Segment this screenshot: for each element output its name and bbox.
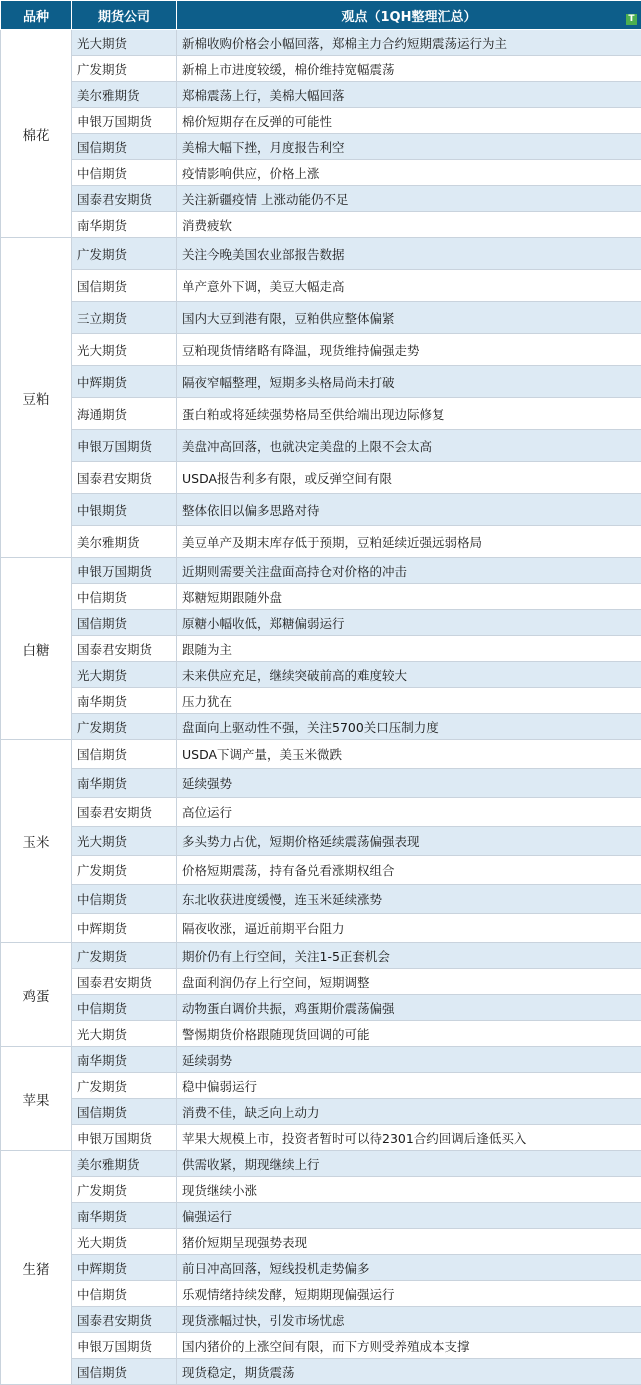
view-cell: 现货稳定，期货震荡 bbox=[177, 1359, 641, 1385]
table-row bbox=[1, 30, 641, 56]
view-cell: 关注今晚美国农业部报告数据 bbox=[177, 238, 641, 270]
company-cell: 国信期货 bbox=[72, 1359, 177, 1385]
table-row bbox=[1, 1125, 641, 1151]
table-row bbox=[1, 82, 641, 108]
view-cell: 新棉上市进度较缓，棉价维持宽幅震荡 bbox=[177, 56, 641, 82]
view-cell: 现货继续小涨 bbox=[177, 1177, 641, 1203]
view-cell: 苹果大规模上市，投资者暂时可以待2301合约回调后逢低买入 bbox=[177, 1125, 641, 1151]
filter-icon[interactable]: T bbox=[626, 14, 637, 25]
view-cell: 猪价短期呈现强势表现 bbox=[177, 1229, 641, 1255]
view-cell: 近期则需要关注盘面高持仓对价格的冲击 bbox=[177, 558, 641, 584]
table-row bbox=[1, 688, 641, 714]
table-row bbox=[1, 714, 641, 740]
table-row bbox=[1, 430, 641, 462]
view-cell: 偏强运行 bbox=[177, 1203, 641, 1229]
company-cell: 国泰君安期货 bbox=[72, 798, 177, 827]
view-cell: 美盘冲高回落，也就决定美盘的上限不会太高 bbox=[177, 430, 641, 462]
view-cell: 豆粕现货情绪略有降温，现货维持偏强走势 bbox=[177, 334, 641, 366]
table-row bbox=[1, 740, 641, 769]
view-cell: 蛋白粕或将延续强势格局至供给端出现边际修复 bbox=[177, 398, 641, 430]
view-cell: 盘面向上驱动性不强，关注5700关口压制力度 bbox=[177, 714, 641, 740]
company-cell: 中辉期货 bbox=[72, 914, 177, 943]
company-cell: 广发期货 bbox=[72, 1073, 177, 1099]
company-cell: 申银万国期货 bbox=[72, 430, 177, 462]
table-row bbox=[1, 212, 641, 238]
view-cell: 单产意外下调，美豆大幅走高 bbox=[177, 270, 641, 302]
view-cell: 延续弱势 bbox=[177, 1047, 641, 1073]
company-cell: 中信期货 bbox=[72, 160, 177, 186]
company-cell: 广发期货 bbox=[72, 238, 177, 270]
company-cell: 国信期货 bbox=[72, 610, 177, 636]
table-row bbox=[1, 636, 641, 662]
table-row bbox=[1, 943, 641, 969]
company-cell: 国泰君安期货 bbox=[72, 186, 177, 212]
table-row bbox=[1, 558, 641, 584]
table-row bbox=[1, 1021, 641, 1047]
view-cell: 供需收紧，期现继续上行 bbox=[177, 1151, 641, 1177]
company-cell: 申银万国期货 bbox=[72, 1125, 177, 1151]
header-view-label: 观点（1QH整理汇总） bbox=[342, 10, 477, 25]
table-row bbox=[1, 1333, 641, 1359]
table-row bbox=[1, 526, 641, 558]
variety-cell: 玉米 bbox=[1, 740, 72, 943]
table-row bbox=[1, 827, 641, 856]
table-row bbox=[1, 1099, 641, 1125]
header-company: 期货公司 bbox=[72, 1, 177, 30]
company-cell: 广发期货 bbox=[72, 1177, 177, 1203]
header-row bbox=[1, 1, 641, 30]
company-cell: 南华期货 bbox=[72, 688, 177, 714]
table-row bbox=[1, 1281, 641, 1307]
view-cell: 隔夜窄幅整理，短期多头格局尚未打破 bbox=[177, 366, 641, 398]
company-cell: 中信期货 bbox=[72, 584, 177, 610]
table-row bbox=[1, 238, 641, 270]
table-row bbox=[1, 186, 641, 212]
view-cell: 郑棉震荡上行，美棉大幅回落 bbox=[177, 82, 641, 108]
company-cell: 中辉期货 bbox=[72, 366, 177, 398]
view-cell: USDA下调产量，美玉米微跌 bbox=[177, 740, 641, 769]
table-row bbox=[1, 798, 641, 827]
table-row bbox=[1, 1047, 641, 1073]
table-row bbox=[1, 1151, 641, 1177]
view-cell: 警惕期货价格跟随现货回调的可能 bbox=[177, 1021, 641, 1047]
company-cell: 国信期货 bbox=[72, 270, 177, 302]
company-cell: 海通期货 bbox=[72, 398, 177, 430]
variety-cell: 苹果 bbox=[1, 1047, 72, 1151]
company-cell: 中信期货 bbox=[72, 995, 177, 1021]
table-row bbox=[1, 1359, 641, 1385]
view-cell: 美棉大幅下挫，月度报告利空 bbox=[177, 134, 641, 160]
view-cell: 消费疲软 bbox=[177, 212, 641, 238]
view-cell: 隔夜收涨，逼近前期平台阻力 bbox=[177, 914, 641, 943]
header-view bbox=[177, 1, 641, 30]
view-cell: USDA报告利多有限，或反弹空间有限 bbox=[177, 462, 641, 494]
table-row bbox=[1, 1177, 641, 1203]
company-cell: 南华期货 bbox=[72, 1203, 177, 1229]
company-cell: 南华期货 bbox=[72, 212, 177, 238]
company-cell: 申银万国期货 bbox=[72, 1333, 177, 1359]
view-cell: 前日冲高回落，短线投机走势偏多 bbox=[177, 1255, 641, 1281]
table-row bbox=[1, 856, 641, 885]
view-cell: 压力犹在 bbox=[177, 688, 641, 714]
table-row bbox=[1, 662, 641, 688]
company-cell: 南华期货 bbox=[72, 769, 177, 798]
table-row bbox=[1, 1073, 641, 1099]
view-cell: 稳中偏弱运行 bbox=[177, 1073, 641, 1099]
company-cell: 中银期货 bbox=[72, 494, 177, 526]
view-cell: 棉价短期存在反弹的可能性 bbox=[177, 108, 641, 134]
company-cell: 美尔雅期货 bbox=[72, 1151, 177, 1177]
view-cell: 现货涨幅过快，引发市场忧虑 bbox=[177, 1307, 641, 1333]
table-row bbox=[1, 134, 641, 160]
view-cell: 多头势力占优，短期价格延续震荡偏强表现 bbox=[177, 827, 641, 856]
company-cell: 中信期货 bbox=[72, 1281, 177, 1307]
table-row bbox=[1, 108, 641, 134]
view-cell: 期价仍有上行空间，关注1-5正套机会 bbox=[177, 943, 641, 969]
table-row bbox=[1, 914, 641, 943]
company-cell: 中辉期货 bbox=[72, 1255, 177, 1281]
view-cell: 整体依旧以偏多思路对待 bbox=[177, 494, 641, 526]
company-cell: 光大期货 bbox=[72, 334, 177, 366]
variety-cell: 豆粕 bbox=[1, 238, 72, 558]
table-row bbox=[1, 302, 641, 334]
table-row bbox=[1, 885, 641, 914]
view-cell: 郑糖短期跟随外盘 bbox=[177, 584, 641, 610]
table-row bbox=[1, 1203, 641, 1229]
company-cell: 南华期货 bbox=[72, 1047, 177, 1073]
variety-cell: 棉花 bbox=[1, 30, 72, 238]
view-cell: 乐观情绪持续发酵，短期期现偏强运行 bbox=[177, 1281, 641, 1307]
variety-cell: 白糖 bbox=[1, 558, 72, 740]
table-row bbox=[1, 1229, 641, 1255]
view-cell: 美豆单产及期末库存低于预期，豆粕延续近强远弱格局 bbox=[177, 526, 641, 558]
table-row bbox=[1, 334, 641, 366]
view-cell: 关注新疆疫情 上涨动能仍不足 bbox=[177, 186, 641, 212]
company-cell: 国泰君安期货 bbox=[72, 1307, 177, 1333]
company-cell: 光大期货 bbox=[72, 827, 177, 856]
company-cell: 广发期货 bbox=[72, 56, 177, 82]
company-cell: 广发期货 bbox=[72, 943, 177, 969]
variety-cell: 鸡蛋 bbox=[1, 943, 72, 1047]
table-row bbox=[1, 160, 641, 186]
table-row bbox=[1, 56, 641, 82]
company-cell: 三立期货 bbox=[72, 302, 177, 334]
table-row bbox=[1, 270, 641, 302]
table-row bbox=[1, 969, 641, 995]
table-row bbox=[1, 1255, 641, 1281]
view-cell: 国内猪价的上涨空间有限，而下方则受养殖成本支撑 bbox=[177, 1333, 641, 1359]
table-row bbox=[1, 610, 641, 636]
company-cell: 国信期货 bbox=[72, 134, 177, 160]
company-cell: 申银万国期货 bbox=[72, 558, 177, 584]
table-row bbox=[1, 769, 641, 798]
company-cell: 国信期货 bbox=[72, 1099, 177, 1125]
company-cell: 美尔雅期货 bbox=[72, 82, 177, 108]
header-variety: 品种 bbox=[1, 1, 72, 30]
table-row bbox=[1, 494, 641, 526]
view-cell: 疫情影响供应，价格上涨 bbox=[177, 160, 641, 186]
view-cell: 动物蛋白调价共振，鸡蛋期价震荡偏强 bbox=[177, 995, 641, 1021]
view-cell: 未来供应充足，继续突破前高的难度较大 bbox=[177, 662, 641, 688]
view-cell: 消费不佳，缺乏向上动力 bbox=[177, 1099, 641, 1125]
view-cell: 高位运行 bbox=[177, 798, 641, 827]
company-cell: 广发期货 bbox=[72, 856, 177, 885]
table-row bbox=[1, 462, 641, 494]
company-cell: 国泰君安期货 bbox=[72, 462, 177, 494]
company-cell: 光大期货 bbox=[72, 30, 177, 56]
view-cell: 国内大豆到港有限，豆粕供应整体偏紧 bbox=[177, 302, 641, 334]
variety-cell: 生猪 bbox=[1, 1151, 72, 1385]
view-cell: 新棉收购价格会小幅回落，郑棉主力合约短期震荡运行为主 bbox=[177, 30, 641, 56]
company-cell: 国泰君安期货 bbox=[72, 636, 177, 662]
company-cell: 中信期货 bbox=[72, 885, 177, 914]
company-cell: 国信期货 bbox=[72, 740, 177, 769]
table-row bbox=[1, 366, 641, 398]
company-cell: 光大期货 bbox=[72, 1229, 177, 1255]
company-cell: 光大期货 bbox=[72, 1021, 177, 1047]
table-row bbox=[1, 995, 641, 1021]
view-cell: 东北收获进度缓慢，连玉米延续涨势 bbox=[177, 885, 641, 914]
view-cell: 延续强势 bbox=[177, 769, 641, 798]
table-row bbox=[1, 1307, 641, 1333]
company-cell: 广发期货 bbox=[72, 714, 177, 740]
view-cell: 价格短期震荡，持有备兑看涨期权组合 bbox=[177, 856, 641, 885]
company-cell: 光大期货 bbox=[72, 662, 177, 688]
company-cell: 美尔雅期货 bbox=[72, 526, 177, 558]
view-cell: 跟随为主 bbox=[177, 636, 641, 662]
company-cell: 国泰君安期货 bbox=[72, 969, 177, 995]
view-cell: 盘面利润仍存上行空间，短期调整 bbox=[177, 969, 641, 995]
table-row bbox=[1, 398, 641, 430]
table-row bbox=[1, 584, 641, 610]
view-cell: 原糖小幅收低，郑糖偏弱运行 bbox=[177, 610, 641, 636]
company-cell: 申银万国期货 bbox=[72, 108, 177, 134]
